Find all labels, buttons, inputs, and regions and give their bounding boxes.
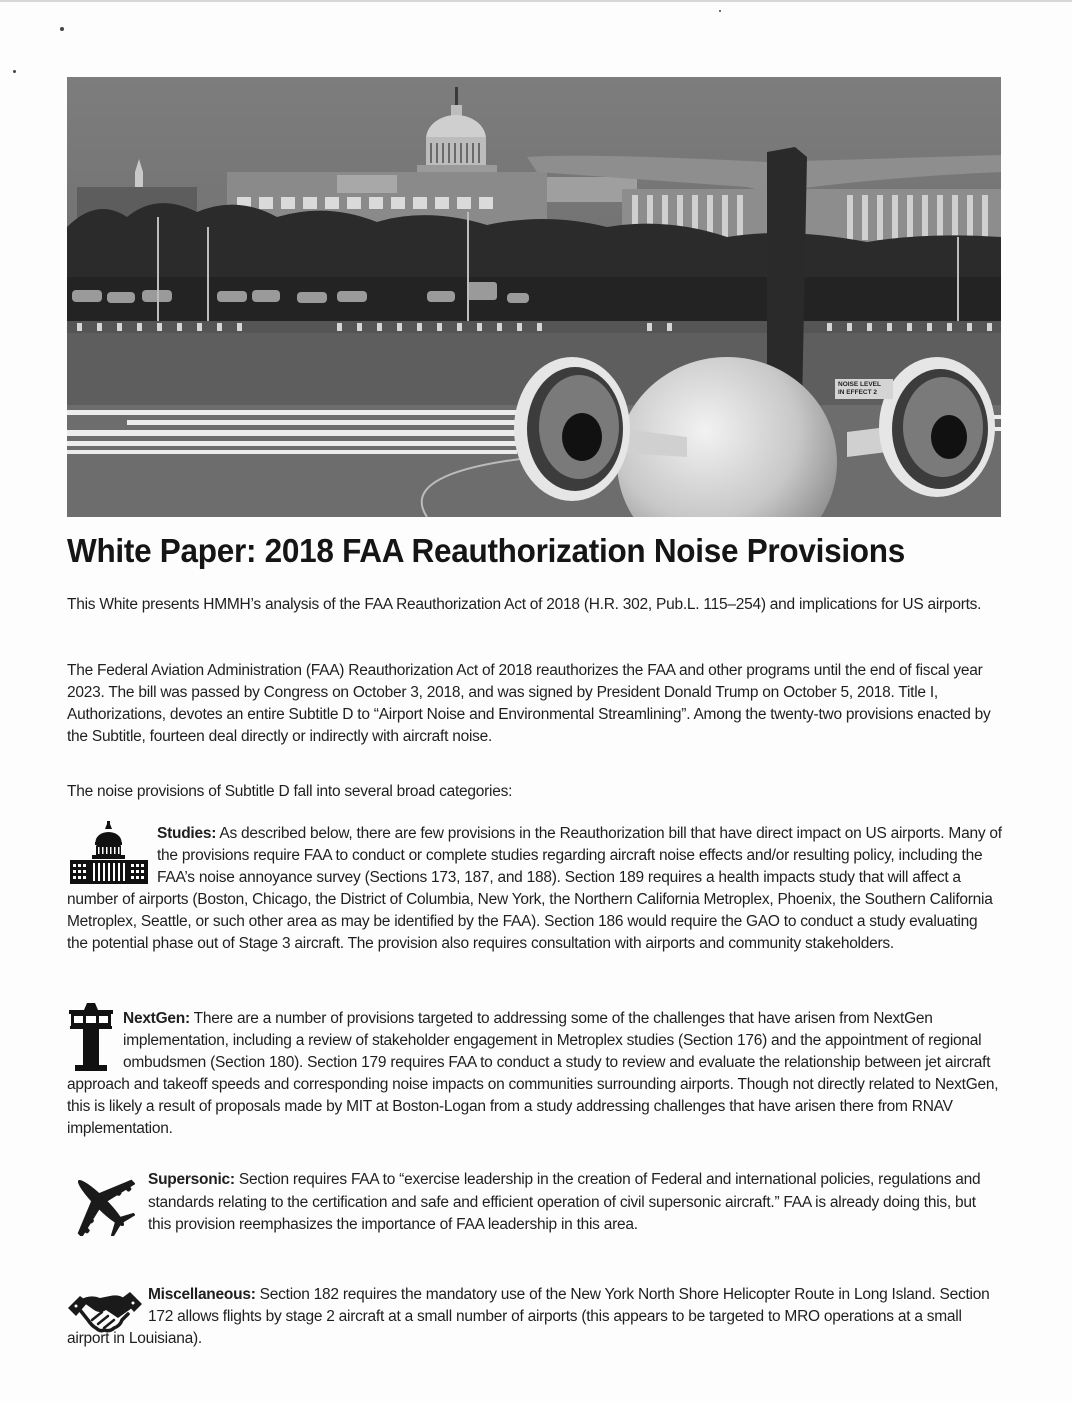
background-paragraph: The Federal Aviation Administration (FAA) Reauthorization Act of 2018 reauthorizes the FAA and other programs until the end of fiscal year 2023. The bill was passed by Congress on October 3, 2018, and was signed by President Donald Trump on October 5, 2018. Title I, Authorizations, devotes an entire Subtitle D to “Airport Noise and Environmental Streamlining”. Among the twenty-two provisions enacted by the Subtitle, fourteen deal directly or indirectly with aircraft noise. bbox=[67, 662, 991, 745]
icon-spacer bbox=[67, 1008, 123, 1074]
category-text: As described below, there are few provisions in the Reauthorization bill that have direct impact on US airports. Many of the provisions require FAA to conduct or complete studies regarding aircraft noise effects and/or resulting policy, including the FAA’s noise annoyance survey (Sections 173, 187, and 188). Section 189 requires a health impacts study that will affect a number of airports (Boston, Chicago, the District of Columbia, New York, the Northern California Metroplex, Phoenix, the Southern California Metroplex, Seattle, or such other area as may be identified by the FAA). Section 186 would require the GAO to conduct a study evaluating the potential phase out of Stage 3 aircraft. The provision also requires consultation with airports and community stakeholders. bbox=[67, 825, 1002, 952]
icon-spacer bbox=[67, 1169, 148, 1261]
scan-edge bbox=[0, 0, 1072, 2]
hero-photo bbox=[67, 77, 1001, 517]
page-title: White Paper: 2018 FAA Reauthorization Noise Provisions bbox=[67, 532, 905, 569]
hero-photo-illustration bbox=[67, 77, 1001, 517]
category-heading: Studies: bbox=[157, 825, 217, 842]
scan-speck bbox=[719, 10, 721, 12]
right-engine bbox=[879, 357, 995, 497]
noise-sign-line2: IN EFFECT 2 bbox=[838, 389, 878, 396]
intro-paragraph: This White presents HMMH’s analysis of the FAA Reauthorization Act of 2018 (H.R. 302, Pub.L. 115–254) and implications for US airports. bbox=[67, 596, 982, 613]
categories-lead: The noise provisions of Subtitle D fall into several broad categories: bbox=[67, 783, 513, 800]
noise-level-sign bbox=[835, 379, 893, 399]
scan-speck bbox=[13, 70, 16, 73]
category-miscellaneous bbox=[67, 1284, 1002, 1350]
noise-sign-line1: NOISE LEVEL bbox=[838, 381, 881, 388]
icon-spacer bbox=[67, 1284, 148, 1324]
category-heading: NextGen: bbox=[123, 1010, 190, 1027]
left-engine bbox=[514, 357, 630, 501]
category-supersonic bbox=[67, 1169, 1002, 1261]
category-heading: Supersonic: bbox=[148, 1171, 235, 1188]
scan-speck bbox=[60, 27, 64, 31]
category-text: Section 182 requires the mandatory use of the New York North Shore Helicopter Route in Long Island. Section 172 allows flights by stage 2 aircraft at a small number of airports (this appears to be targeted to MRO operations at a small airport in Louisiana). bbox=[67, 1286, 990, 1347]
icon-spacer bbox=[67, 823, 157, 887]
category-text: Section requires FAA to “exercise leadership in the creation of Federal and international policies, regulations and standards relating to the certification and safe and efficient operation of civil supersonic aircraft.” FAA is already doing this, but this provision reemphasizes the importance of FAA leadership in this area. bbox=[148, 1171, 981, 1233]
category-nextgen bbox=[67, 1008, 1002, 1140]
category-heading: Miscellaneous: bbox=[148, 1286, 256, 1303]
category-studies bbox=[67, 823, 1002, 955]
category-text: There are a number of provisions targeted to addressing some of the challenges that have arisen from NextGen implementation, including a review of stakeholder engagement in Metroplex studies (Section 176) and the appointment of regional ombudsmen (Section 180). Section 179 requires FAA to conduct a study to review and evaluate the relationship between jet aircraft approach and takeoff speeds and corresponding noise impacts on communities surrounding airports. Though not directly related to NextGen, this is likely a result of proposals made by MIT at Boston-Logan from a study addressing challenges that have arisen there from RNAV implementation. bbox=[67, 1010, 999, 1137]
